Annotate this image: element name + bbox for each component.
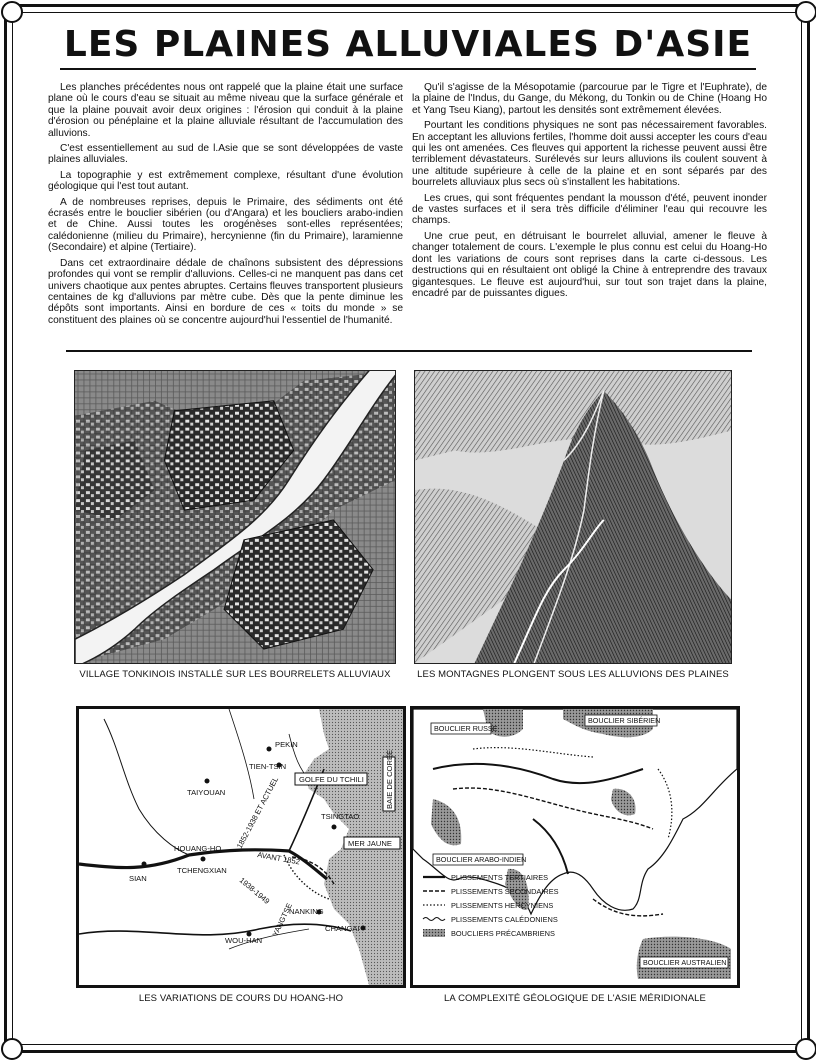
shield-label: BOUCLIER ARABO-INDIEN [436, 855, 527, 864]
legend-label: PLISSEMENTS TERTIAIRES [451, 873, 549, 882]
legend-label: PLISSEMENTS HERCYNIENS [451, 901, 554, 910]
village-illustration [75, 371, 395, 663]
caption-photo-right: LES MONTAGNES PLONGENT SOUS LES ALLUVIONS DES PLAINES [417, 669, 729, 680]
shield-label: BOUCLIER RUSSE [434, 724, 498, 733]
legend-label: PLISSEMENTS CALÉDONIENS [451, 915, 558, 924]
place-label: PEKIN [275, 740, 298, 749]
photo-montagnes [414, 370, 732, 664]
fold-hercynian [658, 769, 672, 839]
shield-area [611, 789, 636, 816]
river-yangtse [79, 924, 351, 935]
paragraph: Les crues, qui sont fréquentes pendant la mousson d'été, peuvent inonder de vastes surfaces et il sera très difficile d'éliminer l'eau qui recouvre les champs. [412, 192, 767, 227]
paragraph: Les planches précédentes nous ont rappelé que la plaine était une surface plane où le cours d'eau se situait au même niveau que la surface générale et que la plaine pouvait avoir deux origines : l'érosion qui conduit à la plaine d'érosion ou pénéplaine et la plaine alluviale résultant de l'accumulation des alluvions. [48, 82, 403, 139]
course-label: 1852-1938 ET ACTUEL [234, 775, 281, 850]
paragraph: Pourtant les conditions physiques ne sont pas nécessairement favorables. En acceptant les alluvions fertiles, l'homme doit aussi accepter les cours d'eau qui les ont amenées. Ces fleuves qui apportent la richesse peuvent aussi être terriblement dévastateurs. Surélevés sur leurs alluvions ils coulent souvent à une altitude supérieure à celle de la plaine et en sont séparés par des bourrelets alluviaux plus secs où s'installent les habitations. [412, 120, 767, 189]
paragraph: C'est essentiellement au sud de l.Asie que se sont développées de vaste plaines alluviales. [48, 143, 403, 166]
course-label: AVANT 1852 [256, 850, 301, 867]
river-upper [104, 719, 189, 855]
title-divider [60, 68, 756, 70]
sea-label: GOLFE DU TCHILI [299, 775, 364, 784]
city-dot [361, 926, 366, 931]
river-label: YANGTSE [270, 901, 294, 938]
map-geologie [410, 706, 740, 988]
place-label: TCHENGXIAN [177, 866, 227, 875]
caption-map-left: LES VARIATIONS DE COURS DU HOANG-HO [138, 993, 344, 1004]
mountain-illustration [415, 371, 731, 663]
place-label: WOU-HAN [225, 936, 263, 945]
place-label: TSINGTAO [321, 812, 360, 821]
map-hoang-ho-svg [79, 709, 403, 985]
legend-swatch [423, 929, 445, 937]
fold-tertiary [533, 819, 568, 874]
map-geologie-svg [413, 709, 737, 985]
city-dot [267, 747, 272, 752]
text-column-right [412, 82, 767, 303]
place-label: SIAN [129, 874, 147, 883]
river-trib [229, 709, 254, 799]
legend-label: PLISSEMENTS SECONDAIRES [451, 887, 559, 896]
caption-map-right: LA COMPLEXITÉ GÉOLOGIQUE DE L'ASIE MÉRIDIONALE [444, 993, 706, 1004]
river-label: HOUANG-HO [174, 844, 222, 853]
corner-ornament [795, 1, 816, 23]
paragraph: Qu'il s'agisse de la Mésopotamie (parcourue par le Tigre et l'Euphrate), de la plaine de l'Indus, du Gange, du Mékong, du Tonkin ou de Chine (Hoang Ho et Yang Tseu Kiang), partout les densités sont extrêmement élevées. [412, 82, 767, 116]
sea-label: MER JAUNE [348, 839, 392, 848]
corner-ornament [795, 1038, 816, 1060]
page-title: LES PLAINES ALLUVIALES D'ASIE [63, 24, 753, 65]
place-label: NANKING [289, 907, 324, 916]
paragraph: Dans cet extraordinaire dédale de chaînons subsistent des dépressions profondes qui vont se remplir d'alluvions. Celles-ci ne manquent pas dans cet univers chaotique aux pentes abruptes. Certains fleuves transportent plusieurs centaines de kg d'alluvions par mètre cube. Dès que la pente diminue les dépôts sont importants. Ainsi en bordure de ces « toits du monde » se constituent des plaines où se concentre aujourd'hui l'essentiel de l'humanité. [48, 257, 403, 326]
shield-area [431, 799, 461, 845]
shield-label: BOUCLIER SIBÉRIEN [588, 716, 661, 725]
city-dot [201, 857, 206, 862]
shield-label: BOUCLIER AUSTRALIEN [643, 958, 727, 967]
corner-ornament [1, 1038, 23, 1060]
sea-label: BAIE DE CORÉE [385, 749, 394, 809]
city-dot [332, 825, 337, 830]
legend-label: BOUCLIERS PRÉCAMBRIENS [451, 929, 555, 938]
place-label: TAIYOUAN [187, 788, 226, 797]
text-column-left [48, 82, 403, 330]
caption-photo-left: VILLAGE TONKINOIS INSTALLÉ SUR LES BOURRELETS ALLUVIAUX [79, 669, 391, 680]
map-legend [423, 873, 559, 938]
photo-village-tonkinois [74, 370, 396, 664]
fold-hercynian [473, 748, 593, 757]
map-hoang-ho [76, 706, 406, 988]
city-dot [142, 862, 147, 867]
paragraph: La topographie y est extrêmement complexe, résultant d'une évolution géologique qui l'est tout autant. [48, 169, 403, 193]
place-label: CHANGAI [325, 924, 360, 933]
course-label: 1938-1949 [237, 875, 272, 906]
legend-swatch [423, 918, 445, 921]
place-label: TIEN-TSIN [249, 762, 287, 771]
paragraph: A de nombreuses reprises, depuis le Primaire, des sédiments ont été écrasés entre le bouclier sibérien (ou d'Angara) et les boucliers arabo-indien et de Chine. Aussi toutes les orogénèses sont-elles représentées; calédonienne (milieu du Primaire), hercynienne (fin du Primaire), laramienne (Secondaire) et alpine (Tertiaire). [48, 196, 403, 254]
fold-tertiary [433, 764, 643, 783]
city-dot [205, 779, 210, 784]
corner-ornament [1, 1, 23, 23]
text-divider [66, 350, 752, 352]
land-outline [413, 709, 737, 914]
paragraph: Une crue peut, en détruisant le bourrelet alluvial, amener le fleuve à changer totalement de cours. L'exemple le plus connu est celui du Hoang-Ho dont les variations de cours sont reprises dans la carte ci-dessous. Les destructions qui en résultaient ont obligé la Chine à entreprendre des travaux gigantesques. Le fleuve est aujourd'hui, sur tout son trajet dans la plaine, encadré par de puissantes digues. [412, 230, 767, 299]
